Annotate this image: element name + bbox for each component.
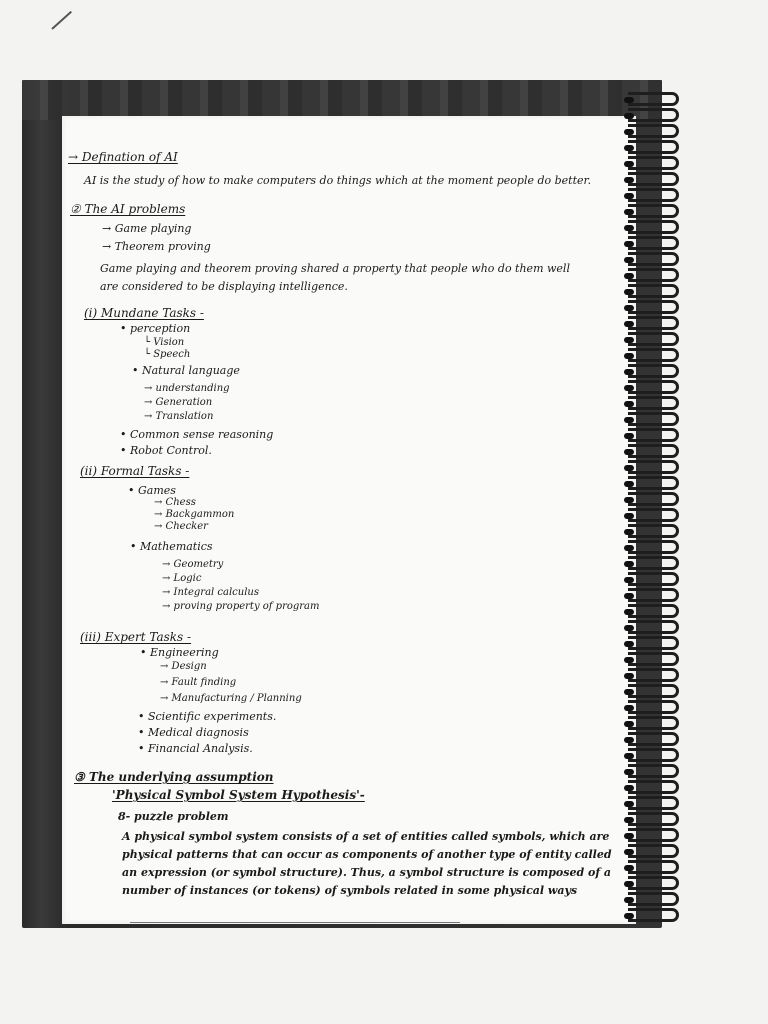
item-game-playing: → Game playing xyxy=(102,222,192,235)
spiral-coil xyxy=(628,444,679,458)
item-engineering: • Engineering xyxy=(140,646,219,659)
spiral-coil xyxy=(628,188,679,202)
spiral-coil xyxy=(628,236,679,250)
item-chess: → Chess xyxy=(154,497,196,508)
spiral-coil xyxy=(628,380,679,394)
spiral-coil xyxy=(628,204,679,218)
item-geometry: → Geometry xyxy=(162,559,224,570)
spiral-coil xyxy=(628,268,679,282)
item-speech: └ Speech xyxy=(144,349,191,360)
item-common-sense: • Common sense reasoning xyxy=(120,428,274,441)
spiral-coil xyxy=(628,412,679,426)
item-natural-language: • Natural language xyxy=(132,364,240,377)
item-checker: → Checker xyxy=(154,521,208,532)
spiral-coil xyxy=(628,812,679,826)
item-scientific-experiments: • Scientific experiments. xyxy=(138,710,277,723)
spiral-coil xyxy=(628,124,679,138)
spiral-coil xyxy=(628,556,679,570)
heading-pss-hypothesis: 'Physical Symbol System Hypothesis'- xyxy=(112,788,365,802)
spiral-coil xyxy=(628,108,679,122)
pss-text-line-2: physical patterns that can occur as components of another type of entity called xyxy=(122,848,612,861)
item-games: • Games xyxy=(128,484,176,497)
spiral-coil xyxy=(628,908,679,922)
item-fault-finding: → Fault finding xyxy=(160,677,237,688)
spiral-coil xyxy=(628,892,679,906)
item-robot-control: • Robot Control. xyxy=(120,444,212,457)
spiral-coil xyxy=(628,348,679,362)
spiral-coil xyxy=(628,572,679,586)
spiral-coil xyxy=(628,876,679,890)
problems-text-line-2: are considered to be displaying intelligence. xyxy=(100,280,348,293)
spiral-coil xyxy=(628,588,679,602)
spiral-coil xyxy=(628,220,679,234)
item-theorem-proving: → Theorem proving xyxy=(102,240,211,253)
spiral-coil xyxy=(628,748,679,762)
spiral-coil xyxy=(628,732,679,746)
spiral-coil xyxy=(628,364,679,378)
spiral-coil xyxy=(628,316,679,330)
spiral-coil xyxy=(628,476,679,490)
pss-text-line-1: A physical symbol system consists of a set of entities called symbols, which are xyxy=(122,830,610,843)
item-translation: → Translation xyxy=(144,411,214,422)
heading-underlying-assumption: ③ The underlying assumption xyxy=(74,770,274,784)
item-generation: → Generation xyxy=(144,397,213,408)
spiral-coil xyxy=(628,332,679,346)
heading-formal-tasks: (ii) Formal Tasks - xyxy=(80,464,190,478)
spiral-coil xyxy=(628,796,679,810)
pss-text-line-3: an expression (or symbol structure). Thus, a symbol structure is composed of a xyxy=(122,866,612,879)
spiral-coil xyxy=(628,508,679,522)
spiral-coil xyxy=(628,684,679,698)
item-understanding: → understanding xyxy=(144,383,230,394)
item-8-puzzle: 8- puzzle problem xyxy=(118,810,229,823)
spiral-coil xyxy=(628,844,679,858)
spiral-coil xyxy=(628,604,679,618)
spiral-coil xyxy=(628,396,679,410)
spiral-coil xyxy=(628,860,679,874)
item-medical-diagnosis: • Medical diagnosis xyxy=(138,726,249,739)
spiral-coil xyxy=(628,492,679,506)
spiral-coil xyxy=(628,828,679,842)
spiral-coil xyxy=(628,252,679,266)
spiral-coil xyxy=(628,716,679,730)
spiral-coil xyxy=(628,92,679,106)
item-logic: → Logic xyxy=(162,573,202,584)
spiral-coil xyxy=(628,636,679,650)
problems-text-line-1: Game playing and theorem proving shared a property that people who do them well xyxy=(100,262,570,275)
spiral-coil xyxy=(628,300,679,314)
spiral-coil xyxy=(628,156,679,170)
spiral-coil xyxy=(628,652,679,666)
item-financial-analysis: • Financial Analysis. xyxy=(138,742,253,755)
spiral-coil xyxy=(628,284,679,298)
item-perception: • perception xyxy=(120,322,191,335)
spiral-coil xyxy=(628,540,679,554)
spiral-coil xyxy=(628,140,679,154)
spiral-coil xyxy=(628,172,679,186)
spiral-coil xyxy=(628,668,679,682)
item-proving-property: → proving property of program xyxy=(162,601,320,612)
page-bottom-line xyxy=(130,922,460,923)
item-vision: └ Vision xyxy=(144,337,185,348)
spiral-coil xyxy=(628,428,679,442)
heading-ai-problems: ② The AI problems xyxy=(70,202,186,216)
spiral-coil xyxy=(628,780,679,794)
spiral-coil xyxy=(628,460,679,474)
spiral-coil xyxy=(628,700,679,714)
definition-text: AI is the study of how to make computers do things which at the moment people do better. xyxy=(84,174,592,187)
item-backgammon: → Backgammon xyxy=(154,509,235,520)
spiral-binding xyxy=(628,92,680,924)
heading-mundane-tasks: (i) Mundane Tasks - xyxy=(84,306,204,320)
spiral-coil xyxy=(628,764,679,778)
item-manufacturing: → Manufacturing / Planning xyxy=(160,693,302,704)
spiral-coil xyxy=(628,620,679,634)
item-design: → Design xyxy=(160,661,207,672)
heading-definition-of-ai: → Defination of AI xyxy=(68,150,178,164)
item-mathematics: • Mathematics xyxy=(130,540,213,553)
spiral-coil xyxy=(628,524,679,538)
handwritten-notes xyxy=(62,116,622,924)
heading-expert-tasks: (iii) Expert Tasks - xyxy=(80,630,192,644)
item-integral-calculus: → Integral calculus xyxy=(162,587,259,598)
pss-text-line-4: number of instances (or tokens) of symbols related in some physical ways xyxy=(122,884,578,897)
